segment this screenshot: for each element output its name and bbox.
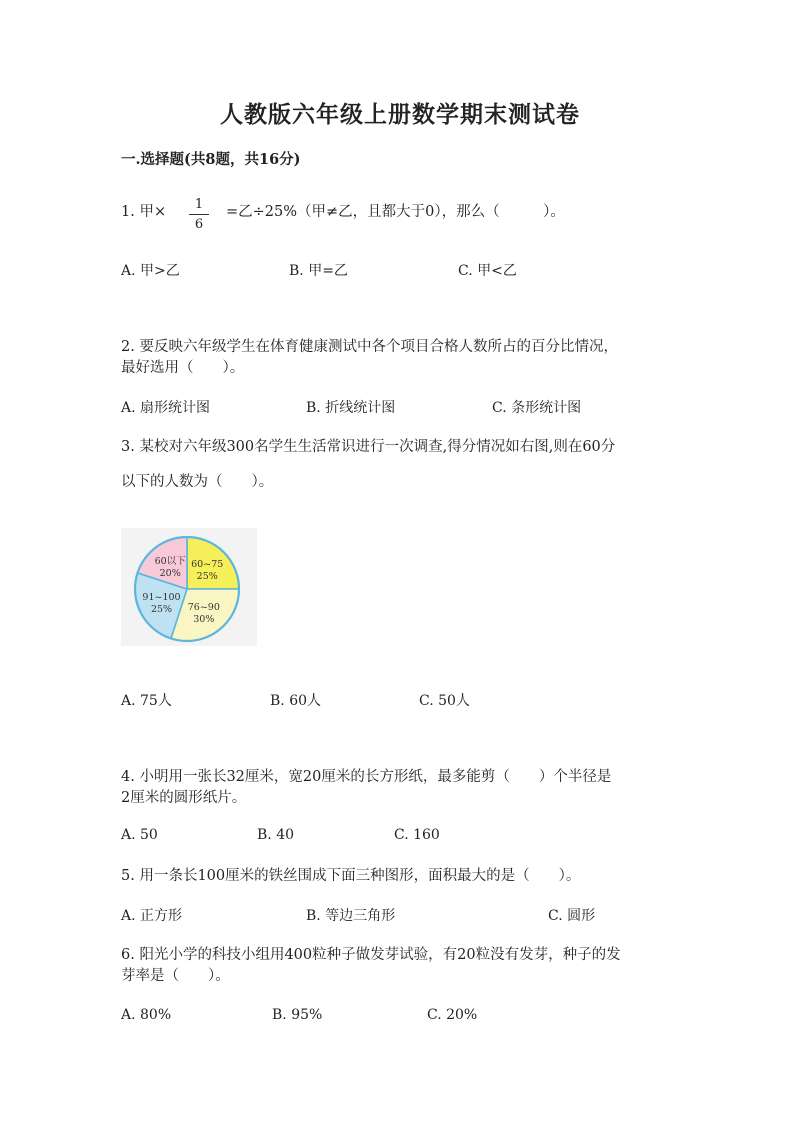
question-6-option-b[interactable]: B. 95%: [272, 1007, 323, 1023]
question-1-option-a[interactable]: A. 甲>乙: [121, 263, 180, 279]
question-4-line-1: 4. 小明用一张长32厘米，宽20厘米的长方形纸，最多能剪（ ）个半径是: [121, 769, 612, 785]
question-2-option-b[interactable]: B. 折线统计图: [306, 400, 396, 416]
question-6-option-a[interactable]: A. 80%: [121, 1007, 172, 1023]
pie-slice-label: 91~100: [142, 591, 181, 603]
question-4-line-2: 2厘米的圆形纸片。: [121, 790, 247, 806]
question-2-line-1: 2. 要反映六年级学生在体育健康测试中各个项目合格人数所占的百分比情况，: [121, 339, 618, 355]
question-5-line-1: 5. 用一条长100厘米的铁丝围成下面三种图形，面积最大的是（ ）。: [121, 868, 581, 884]
question-3-line-2: 以下的人数为（ ）。: [121, 474, 274, 490]
pie-slice-value: 30%: [193, 614, 215, 626]
question-2-line-2: 最好选用（ ）。: [121, 360, 245, 376]
question-6-option-c[interactable]: C. 20%: [427, 1007, 478, 1023]
question-3-option-a[interactable]: A. 75人: [121, 693, 172, 709]
question-1-suffix: =乙÷25%（甲≠乙，且都大于0），那么（ ）。: [226, 204, 565, 220]
question-2-option-a[interactable]: A. 扇形统计图: [121, 400, 211, 416]
question-4-option-b[interactable]: B. 40: [257, 827, 295, 843]
question-3-option-c[interactable]: C. 50人: [419, 693, 470, 709]
pie-slice-label: 76~90: [187, 602, 220, 614]
question-5-option-b[interactable]: B. 等边三角形: [306, 908, 396, 924]
question-1-option-b[interactable]: B. 甲=乙: [289, 263, 348, 279]
fraction-numerator: 1: [194, 197, 204, 212]
pie-slice-label: 60~75: [191, 558, 224, 570]
question-5-option-c[interactable]: C. 圆形: [548, 908, 596, 924]
question-6-line-1: 6. 阳光小学的科技小组用400粒种子做发芽试验，有20粒没有发芽，种子的发: [121, 947, 621, 963]
fraction-bar: [189, 214, 209, 215]
question-3-line-1: 3. 某校对六年级300名学生生活常识进行一次调查,得分情况如右图,则在60分: [121, 439, 616, 455]
question-3-option-b[interactable]: B. 60人: [270, 693, 322, 709]
pie-slice-label: 60以下: [154, 555, 186, 567]
question-4-option-c[interactable]: C. 160: [394, 827, 440, 843]
question-2-option-c[interactable]: C. 条形统计图: [492, 400, 582, 416]
page-title: 人教版六年级上册数学期末测试卷: [220, 101, 580, 128]
pie-chart: [121, 528, 257, 646]
pie-slice-value: 25%: [196, 570, 218, 582]
question-4-option-a[interactable]: A. 50: [121, 827, 158, 843]
question-1-prefix: 1. 甲×: [121, 204, 167, 220]
question-5-option-a[interactable]: A. 正方形: [121, 908, 183, 924]
question-1-option-c[interactable]: C. 甲<乙: [458, 263, 517, 279]
question-6-line-2: 芽率是（ ）。: [121, 968, 230, 984]
pie-slice-value: 20%: [159, 567, 181, 579]
question-1-fraction: [189, 196, 209, 233]
pie-slice-value: 25%: [150, 603, 173, 615]
fraction-denominator: 6: [194, 217, 204, 232]
section-heading: 一.选择题(共8题，共16分): [121, 151, 301, 168]
pie-chart-figure: [121, 528, 257, 646]
